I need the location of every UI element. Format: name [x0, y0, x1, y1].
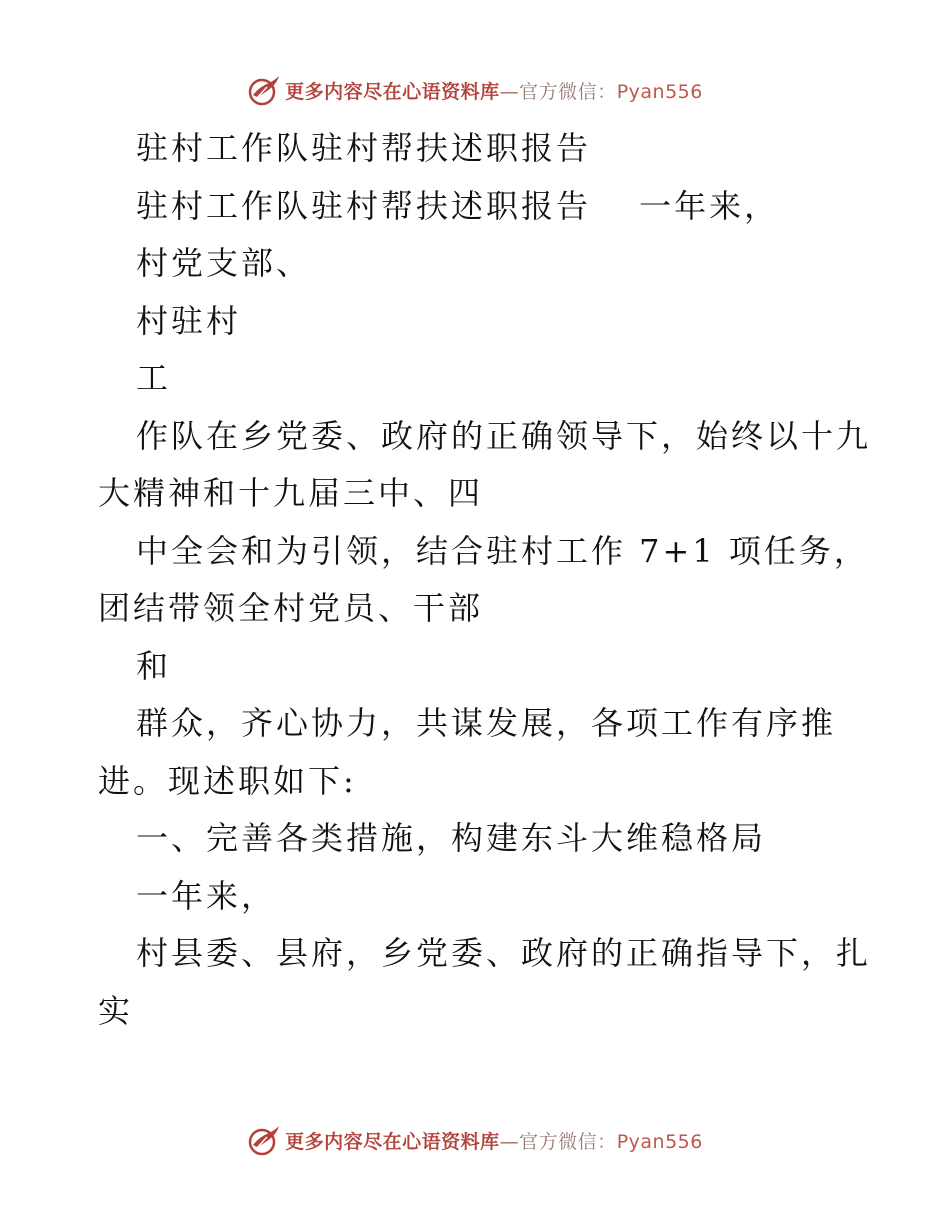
- doc-line: 中全会和为引领，结合驻村工作 7+1 项任务，: [136, 531, 869, 570]
- watermark-wechat-label: 官方微信：: [519, 1130, 617, 1153]
- watermark-dash: —: [499, 80, 520, 103]
- doc-line: 村县委、县府，乡党委、政府的正确指导下，扎: [136, 934, 872, 972]
- doc-title: 驻村工作队驻村帮扶述职报告: [136, 129, 592, 167]
- doc-line: 村党支部、: [136, 244, 312, 282]
- watermark-wechat-id: Pyan556: [616, 1130, 703, 1153]
- doc-line: 工: [136, 359, 172, 397]
- watermark-wechat-label: 官方微信：: [519, 80, 617, 103]
- quill-logo-icon: [247, 73, 281, 107]
- watermark-text: [285, 1127, 703, 1154]
- doc-line: 一年来，: [136, 876, 277, 915]
- watermark-main: 更多内容尽在心语资料库: [285, 80, 500, 103]
- doc-line: 驻村工作队驻村帮扶述职报告 一年来，: [136, 186, 780, 225]
- quill-logo-icon: [247, 1123, 281, 1157]
- footer-watermark: [0, 1120, 950, 1160]
- doc-line: 实: [98, 991, 134, 1030]
- watermark-wechat-id: Pyan556: [616, 80, 703, 103]
- watermark-text: [285, 77, 703, 104]
- doc-line: 进。现述职如下:: [98, 761, 357, 800]
- header-watermark: [0, 70, 950, 110]
- document-body: [98, 120, 872, 1040]
- doc-line: 群众，齐心协力，共谋发展，各项工作有序推: [136, 704, 837, 742]
- doc-line: 和: [136, 646, 172, 685]
- watermark-main: 更多内容尽在心语资料库: [285, 1130, 500, 1153]
- section-heading: 一、完善各类措施，构建东斗大维稳格局: [136, 819, 767, 857]
- doc-line: 大精神和十九届三中、四: [98, 474, 484, 512]
- doc-line: 作队在乡党委、政府的正确领导下，始终以十九: [136, 416, 872, 455]
- doc-line: 团结带领全村党员、干部: [98, 589, 484, 627]
- doc-line: 村驻村: [136, 301, 242, 340]
- watermark-dash: —: [499, 1130, 520, 1153]
